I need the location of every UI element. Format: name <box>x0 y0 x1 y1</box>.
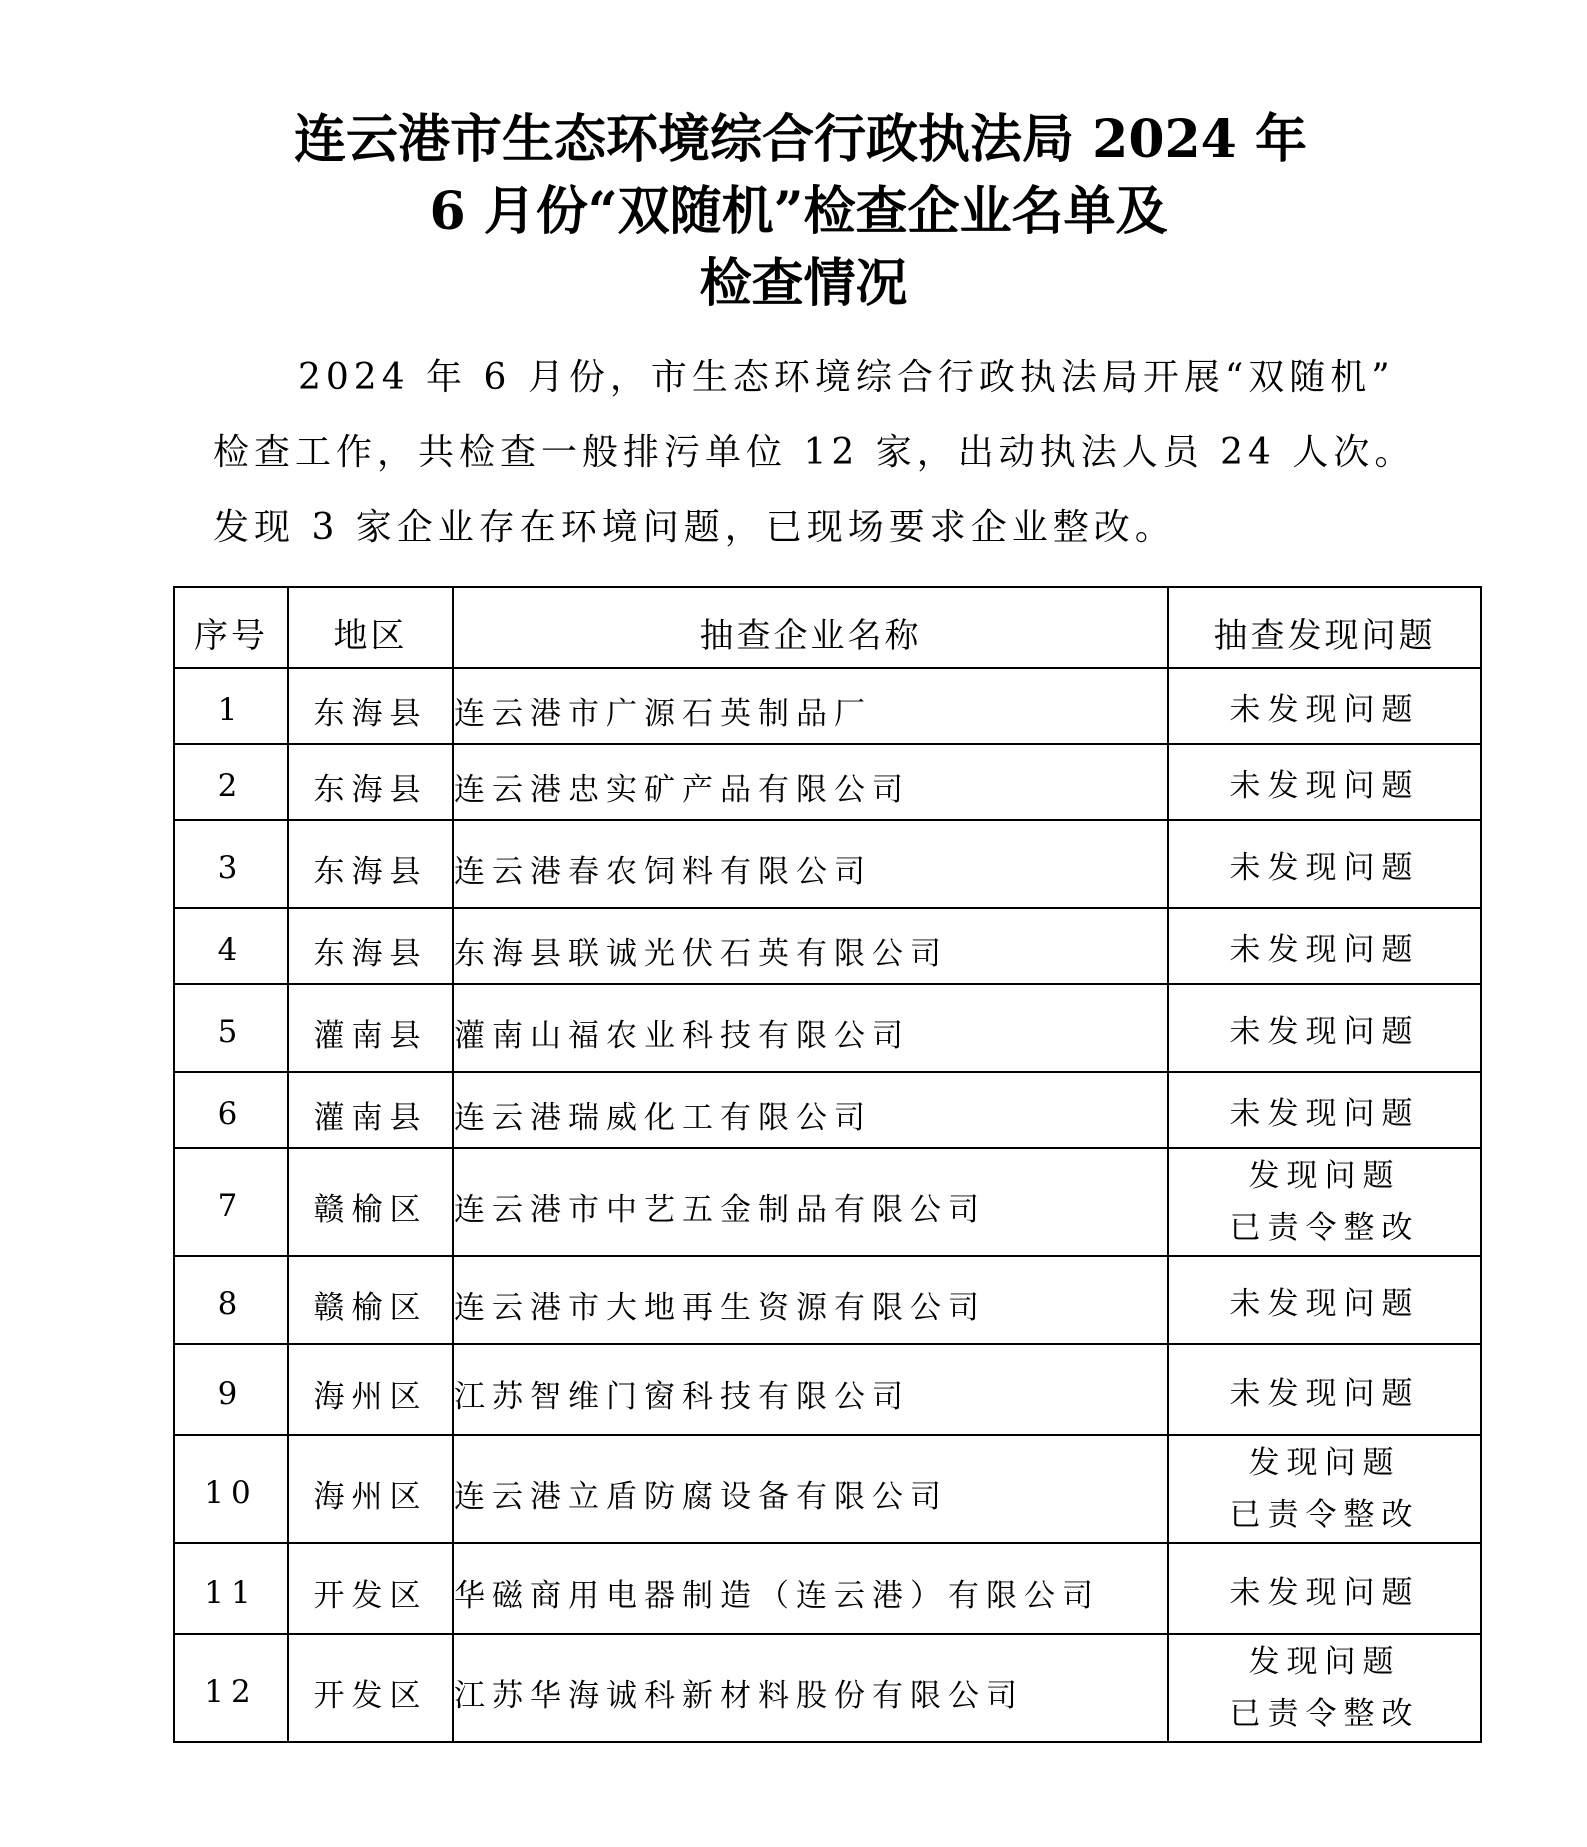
result-line: 已责令整改 <box>1229 1696 1420 1732</box>
table-row <box>174 1072 1481 1148</box>
row-result <box>1168 1543 1481 1634</box>
row-company-name: 连云港瑞威化工有限公司 <box>453 1072 1168 1148</box>
row-area: 东海县 <box>288 744 453 820</box>
title-line-1: 连云港市生态环境综合行政执法局 2024 年 <box>294 109 1307 170</box>
row-company-name: 连云港忠实矿产品有限公司 <box>453 744 1168 820</box>
result-line: 未发现问题 <box>1229 1014 1420 1050</box>
result-line: 发现问题 <box>1248 1644 1401 1680</box>
row-result <box>1168 1072 1481 1148</box>
row-area: 赣榆区 <box>288 1148 453 1256</box>
row-company-name: 连云港市大地再生资源有限公司 <box>453 1256 1168 1344</box>
row-number: 1 <box>174 668 288 744</box>
table-row <box>174 1256 1481 1344</box>
row-company-name: 江苏华海诚科新材料股份有限公司 <box>453 1634 1168 1742</box>
row-area: 海州区 <box>288 1344 453 1435</box>
inspection-table <box>173 586 1482 1743</box>
header-company-name: 抽查企业名称 <box>453 587 1168 668</box>
result-line: 未发现问题 <box>1229 1096 1420 1132</box>
row-number: 8 <box>174 1256 288 1344</box>
result-line: 未发现问题 <box>1229 1574 1420 1611</box>
intro-line-2: 检查工作，共检查一般排污单位 12 家，出动执法人员 24 人次。 <box>213 432 1416 473</box>
row-result <box>1168 1256 1481 1344</box>
header-no: 序号 <box>174 587 288 668</box>
table-row <box>174 1435 1481 1543</box>
table-row <box>174 668 1481 744</box>
row-area: 开发区 <box>288 1543 453 1634</box>
row-area: 东海县 <box>288 668 453 744</box>
row-number: 2 <box>174 744 288 820</box>
intro-paragraph <box>213 340 1416 565</box>
row-result <box>1168 984 1481 1072</box>
row-area: 开发区 <box>288 1634 453 1742</box>
table-row <box>174 820 1481 908</box>
table-row <box>174 1634 1481 1742</box>
row-area: 东海县 <box>288 820 453 908</box>
row-area: 东海县 <box>288 908 453 984</box>
row-area: 灌南县 <box>288 1072 453 1148</box>
header-area: 地区 <box>288 587 453 668</box>
result-line: 已责令整改 <box>1229 1210 1420 1246</box>
row-number: 10 <box>174 1435 288 1543</box>
header-result: 抽查发现问题 <box>1168 587 1481 668</box>
row-number: 11 <box>174 1543 288 1634</box>
title-line-3: 检查情况 <box>699 253 908 314</box>
row-area: 灌南县 <box>288 984 453 1072</box>
table-row <box>174 744 1481 820</box>
row-area: 海州区 <box>288 1435 453 1543</box>
table-body <box>174 668 1481 1742</box>
row-company-name: 连云港春农饲料有限公司 <box>453 820 1168 908</box>
row-company-name: 连云港立盾防腐设备有限公司 <box>453 1435 1168 1543</box>
row-result <box>1168 668 1481 744</box>
row-number: 12 <box>174 1634 288 1742</box>
document-title <box>0 104 1587 320</box>
row-result <box>1168 820 1481 908</box>
row-number: 5 <box>174 984 288 1072</box>
row-result <box>1168 1634 1481 1742</box>
title-line-2: 6 月份“双随机”检查企业名单及 <box>429 181 1168 242</box>
row-result <box>1168 908 1481 984</box>
row-result <box>1168 1435 1481 1543</box>
result-line: 未发现问题 <box>1229 768 1420 804</box>
row-company-name: 灌南山福农业科技有限公司 <box>453 984 1168 1072</box>
row-result <box>1168 744 1481 820</box>
result-line: 未发现问题 <box>1229 932 1420 968</box>
result-line: 未发现问题 <box>1229 1375 1420 1412</box>
row-result <box>1168 1148 1481 1256</box>
row-number: 7 <box>174 1148 288 1256</box>
row-result <box>1168 1344 1481 1435</box>
row-number: 4 <box>174 908 288 984</box>
result-line: 未发现问题 <box>1229 850 1420 886</box>
table-row <box>174 908 1481 984</box>
result-line: 未发现问题 <box>1229 1286 1420 1322</box>
result-line: 未发现问题 <box>1229 692 1420 728</box>
result-line: 已责令整改 <box>1229 1497 1420 1533</box>
table-row <box>174 1344 1481 1435</box>
row-number: 9 <box>174 1344 288 1435</box>
row-company-name: 连云港市中艺五金制品有限公司 <box>453 1148 1168 1256</box>
row-number: 6 <box>174 1072 288 1148</box>
row-company-name: 江苏智维门窗科技有限公司 <box>453 1344 1168 1435</box>
row-company-name: 东海县联诚光伏石英有限公司 <box>453 908 1168 984</box>
intro-line-1: 2024 年 6 月份，市生态环境综合行政执法局开展“双随机” <box>298 357 1395 398</box>
table-header-row <box>174 587 1481 668</box>
table-row <box>174 1148 1481 1256</box>
table-row <box>174 984 1481 1072</box>
row-company-name: 连云港市广源石英制品厂 <box>453 668 1168 744</box>
row-number: 3 <box>174 820 288 908</box>
result-line: 发现问题 <box>1248 1445 1401 1481</box>
intro-line-3: 发现 3 家企业存在环境问题，已现场要求企业整改。 <box>213 507 1176 548</box>
row-area: 赣榆区 <box>288 1256 453 1344</box>
result-line: 发现问题 <box>1248 1158 1401 1194</box>
table-row <box>174 1543 1481 1634</box>
row-company-name: 华磁商用电器制造（连云港）有限公司 <box>453 1543 1168 1634</box>
